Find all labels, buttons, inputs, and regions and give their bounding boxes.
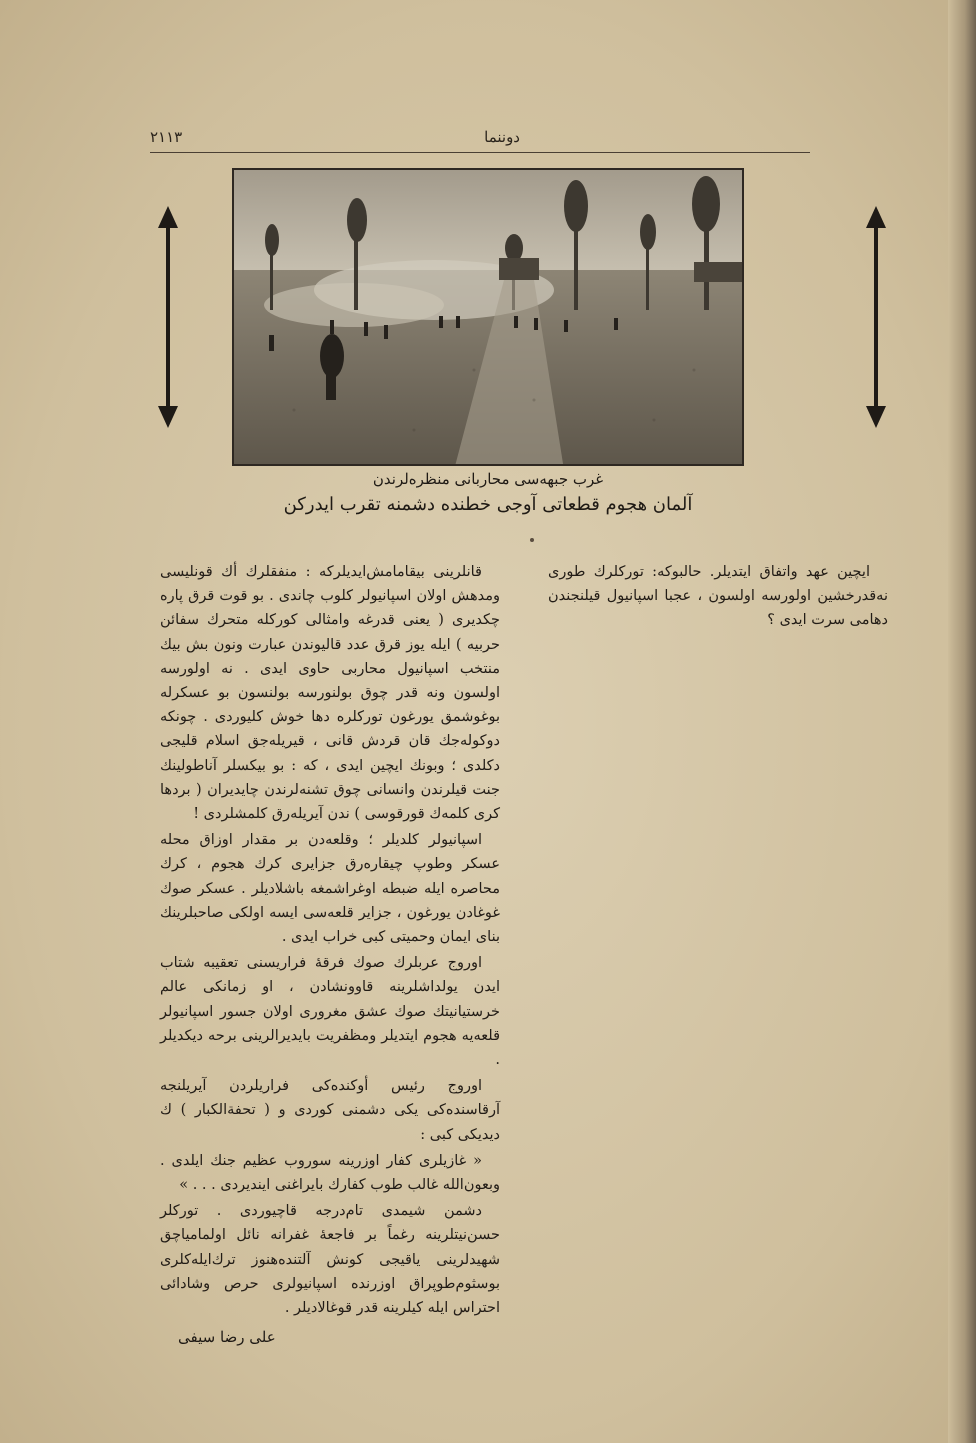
war-photograph <box>232 168 744 466</box>
paragraph: قانلرینی بیقامامش‌ایدیلرکه : منفقلرك أك قونلیسی ومدهش اولان اسپانیولر کلوب چاندی . بو قوت قرق پاره چکدیری ( یعنی قدرغه وامثالی کورکله متحرك سفائن حربیه ) ایله یوز قرق عدد قالیوندن عبارت ونون بش بیك منتخب اسپانیول محاربی حاوی ایدی . نه اولورسه اولسون ونه قدر چوق بولنورسه بولنسون بو عسکرله بوغوشمق یورغون تورکلره دها خوش کلیوردی . چونکه دوکوله‌جك قان قردش قانی ، قیریله‌جق اسلام قلیجی دکلدی ؛ وبونك ایچین ایدی ، که : بو بیکسلر آناطولینك جنت قیلرندن وانسانی چوق تشنه‌لرندن چایدیران ( بردها کری کلمه‌ك قورقوسی ) ندن آیریله‌رق کلمشلردی ! <box>160 564 500 823</box>
double-arrow-right-icon <box>866 206 886 428</box>
paragraph: « غازیلری کفار اوزرینه سوروب عظیم جنك ایلدی . وبعون‌الله غالب طوب کفارك بایراغنی ایندیردی . . . » <box>160 1152 500 1194</box>
figure-caption-line1: غرب جبهه‌سی محاربانی منظره‌لرندن <box>372 470 604 488</box>
right-column <box>548 560 888 635</box>
author-signature: علی رضا سیفی <box>178 1328 276 1346</box>
figure-caption-line2: آلمان هجوم قطعاتی آوجی خطنده دشمنه تقرب ایدرکن <box>283 494 693 515</box>
header-rule <box>150 152 810 153</box>
journal-title: دوننما <box>484 128 520 146</box>
page-edge <box>948 0 976 1443</box>
left-column <box>160 560 500 1322</box>
paragraph: اوروج رئیس أوکنده‌کی فراریلردن آیریلنجه آرقاسنده‌کی یکی دشمنی کوردی و ( تحفةالکبار ) ك دیدیکی کبی : <box>160 1078 500 1143</box>
paragraph: اسپانیولر کلدیلر ؛ وقلعه‌دن بر مقدار اوزاق محله عسکر وطوپ چیقاره‌رق جزایری کرك هجوم ، کرك محاصره ایله ضبطه اوغراشمغه باشلادیلر . عسکر صوك غوغادن یورغون ، جزایر قلعه‌سی ایسه اولکی صاحبلرینك بنای ایمان وحمیتی کبی خراب ایدی . <box>160 832 500 946</box>
page-number: ۲۱۱۳ <box>150 128 183 146</box>
paragraph: اوروج عربلرك صوك فرقهٔ فراریسنی تعقیبه شتاب ایدن یولداشلرینه قاوونشادن ، او زمانکی عالم خرستیانیتك صوك عشق مغروری اولان جسور اسپانیولر قلعه‌یه هجوم ایتدیلر ومظفریت بایدیرالرینی برحه دیکدیلر . <box>160 955 500 1069</box>
paragraph: دشمن شیمدی تام‌درجه قاچیوردی . تورکلر حسن‌نیتلرینه رغماً بر فاجعهٔ غفرانه نائل اولمامیاچق شهیدلرینی یاقیجی کونش آلتنده‌هنوز ترك‌ایله‌کلری بوسثوم‌طوپراق اوزرنده اسپانیولری حرص وشادائی احتراس ایله کیلرینه قدر قوغالادیلر . <box>160 1203 500 1317</box>
paragraph: ایچین عهد واتفاق ایتدیلر. حالبوکه: تورکلرك طوری نه‌قدرخشین اولورسه اولسون ، عجبا اسپانیول قیلنجندن دهامی سرت ایدی ؟ <box>548 564 888 629</box>
page-header <box>150 128 810 158</box>
double-arrow-left-icon <box>158 206 178 428</box>
separator-dot <box>530 538 534 542</box>
